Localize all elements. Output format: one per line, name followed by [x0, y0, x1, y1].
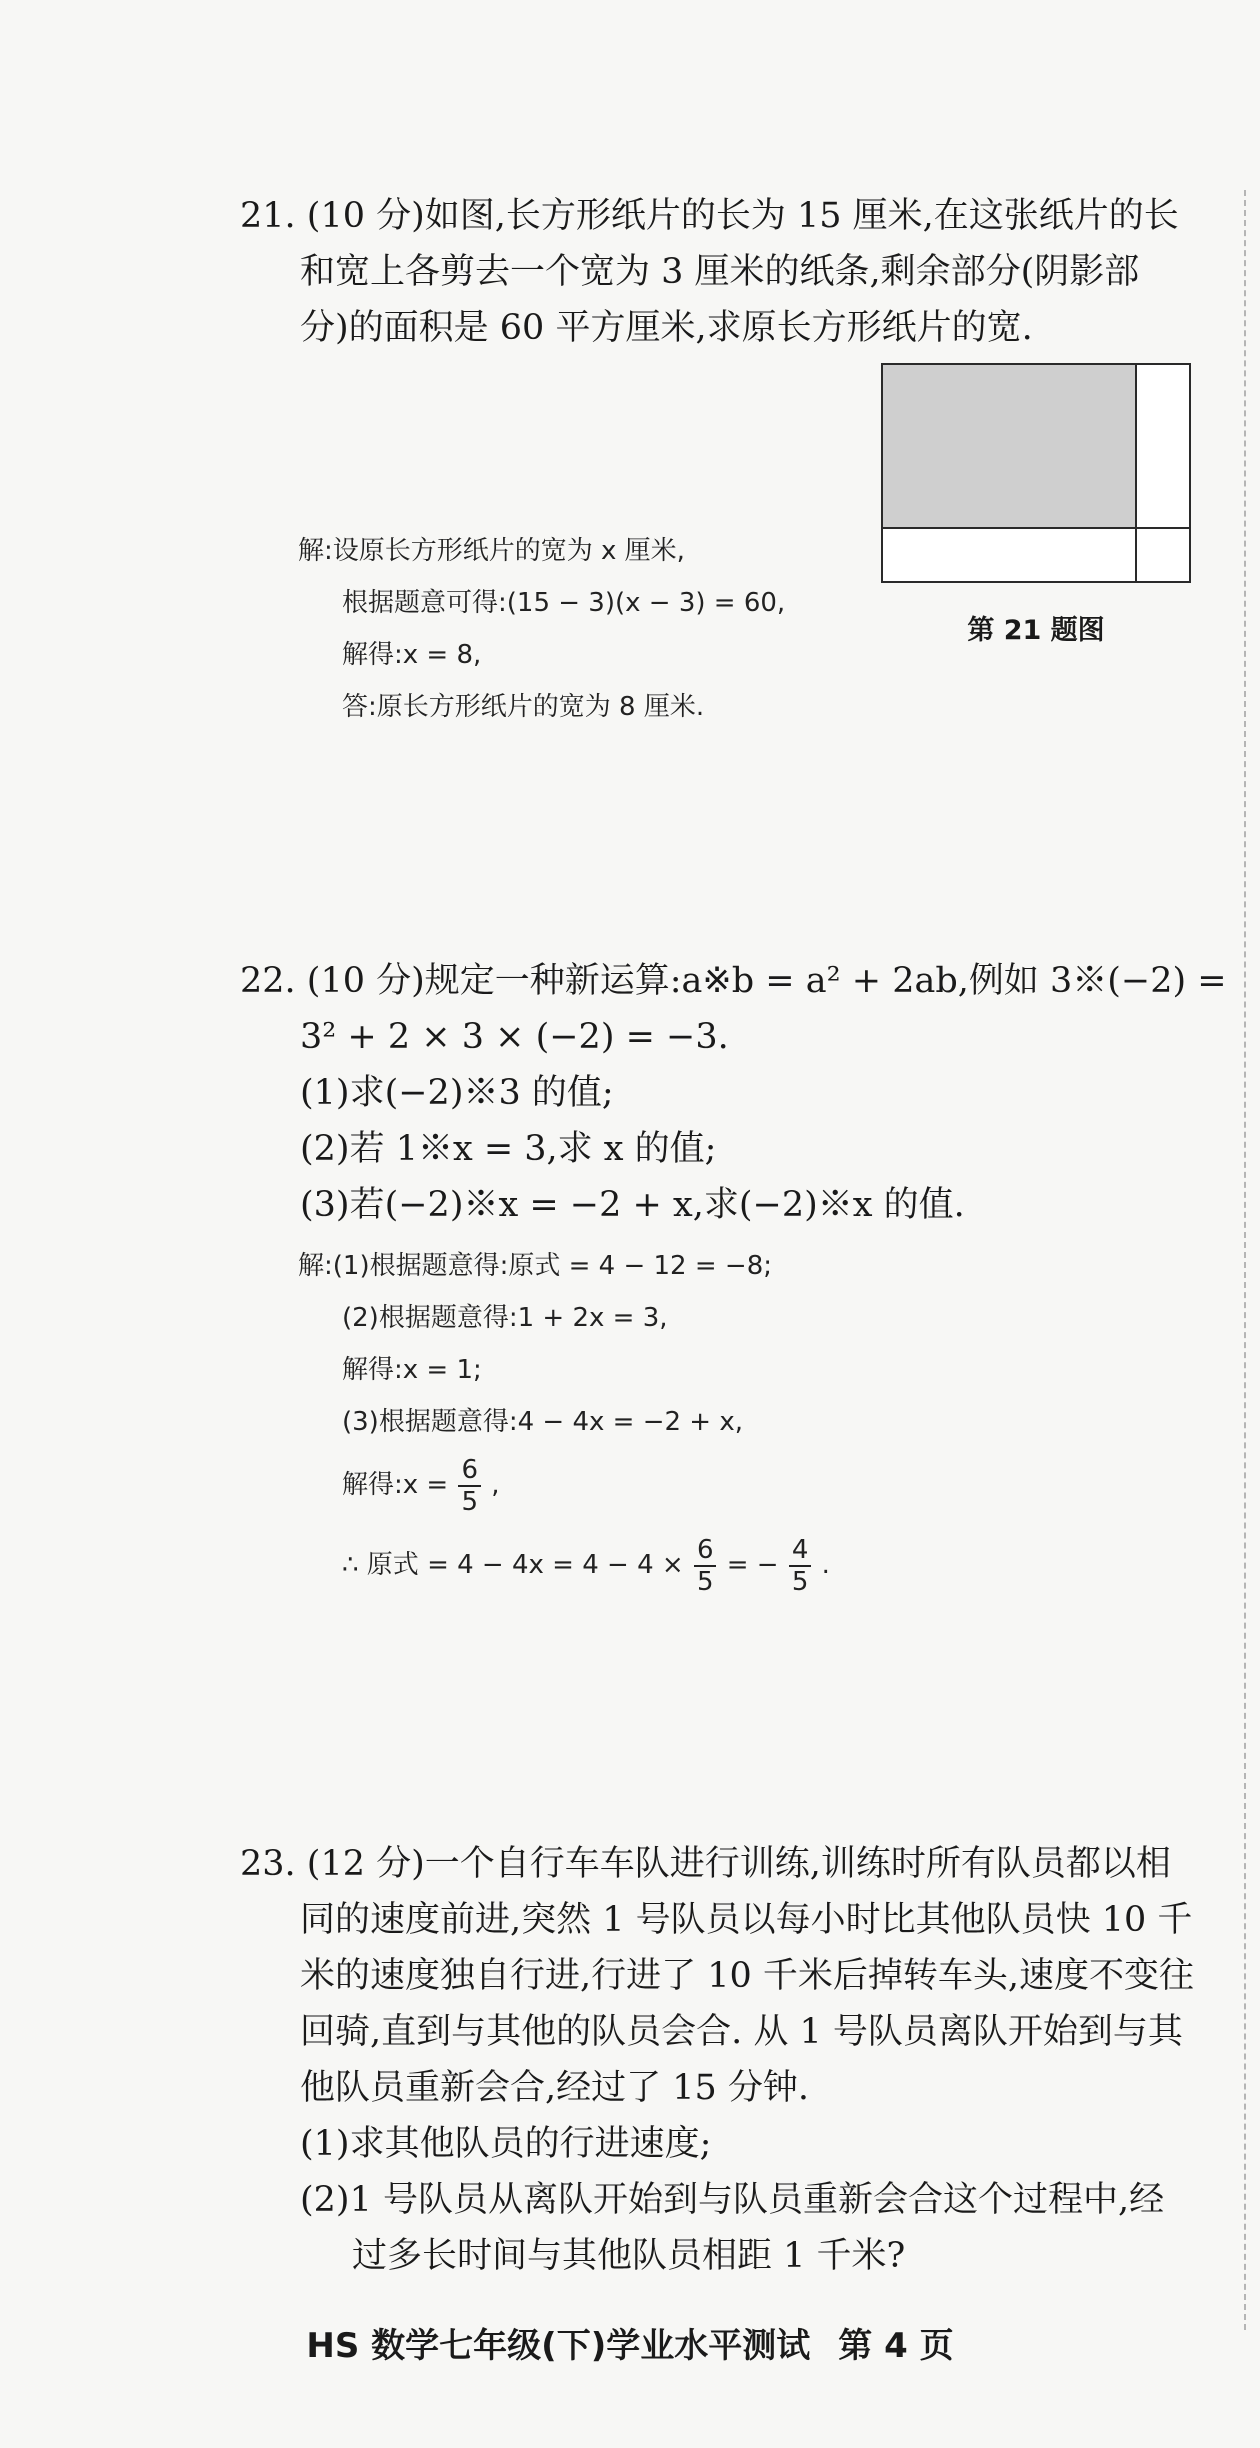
problem-23-line: 他队员重新会合,经过了 15 分钟.	[300, 2068, 810, 2108]
problem-22-line: (1)求(−2)※3 的值;	[300, 1073, 614, 1113]
fraction-numerator: 4	[789, 1535, 812, 1567]
problem-23-line: 过多长时间与其他队员相距 1 千米?	[352, 2236, 906, 2276]
problem-21-line: 21. (10 分)如图,长方形纸片的长为 15 厘米,在这张纸片的长	[240, 196, 1179, 236]
problem-23-line: 23. (12 分)一个自行车车队进行训练,训练时所有队员都以相	[240, 1844, 1171, 1884]
solution-22	[298, 1240, 830, 1608]
problem-23-line: 同的速度前进,突然 1 号队员以每小时比其他队员快 10 千	[300, 1900, 1193, 1940]
page-number: 第 4 页	[838, 2326, 954, 2366]
solution-line: 解得:x = 8,	[342, 640, 482, 670]
fraction	[694, 1535, 717, 1597]
rectangle-figure	[880, 362, 1192, 584]
solution-line: (3)根据题意得:4 − 4x = −2 + x,	[342, 1407, 743, 1437]
page-footer	[0, 2318, 1260, 2367]
problem-22-line: (2)若 1※x = 3,求 x 的值;	[300, 1129, 717, 1169]
problem-23-line: 回骑,直到与其他的队员会合. 从 1 号队员离队开始到与其	[300, 2012, 1183, 2052]
shaded-region	[883, 365, 1135, 527]
solution-text: 解得:x =	[342, 1470, 449, 1500]
solution-text: .	[821, 1550, 830, 1580]
page-edge-dashes	[1244, 190, 1246, 2330]
figure-caption: 第 21 题图	[967, 615, 1105, 646]
fraction-denominator: 5	[696, 1566, 714, 1597]
problem-21	[240, 188, 1200, 356]
fraction-denominator: 5	[461, 1486, 479, 1517]
solution-line: 根据题意可得:(15 − 3)(x − 3) = 60,	[342, 588, 786, 618]
footer-title: HS 数学七年级(下)学业水平测试	[306, 2326, 811, 2366]
solution-line: 解:(1)根据题意得:原式 = 4 − 12 = −8;	[298, 1251, 773, 1281]
solution-text: ,	[491, 1470, 500, 1500]
problem-22-line: 22. (10 分)规定一种新运算:a※b = a² + 2ab,例如 3※(−2) =	[240, 961, 1227, 1001]
problem-23-line: 米的速度独自行进,行进了 10 千米后掉转车头,速度不变往	[300, 1956, 1195, 1996]
solution-text: = −	[726, 1550, 779, 1580]
fraction	[458, 1455, 481, 1517]
solution-line	[298, 1522, 830, 1608]
problem-22	[240, 953, 1227, 1233]
fraction-numerator: 6	[458, 1455, 481, 1487]
solution-line: 解得:x = 1;	[342, 1355, 482, 1385]
fraction-denominator: 5	[791, 1566, 809, 1597]
problem-23	[240, 1836, 1200, 2284]
solution-text: ∴ 原式 = 4 − 4x = 4 − 4 ×	[342, 1550, 684, 1580]
fraction-numerator: 6	[694, 1535, 717, 1567]
fraction	[789, 1535, 812, 1597]
solution-21	[298, 525, 785, 733]
problem-23-line: (2)1 号队员从离队开始到与队员重新会合这个过程中,经	[300, 2180, 1165, 2220]
problem-21-line: 分)的面积是 60 平方厘米,求原长方形纸片的宽.	[300, 308, 1033, 348]
solution-line: (2)根据题意得:1 + 2x = 3,	[342, 1303, 668, 1333]
solution-line	[298, 1448, 830, 1522]
problem-22-line: (3)若(−2)※x = −2 + x,求(−2)※x 的值.	[300, 1185, 965, 1225]
solution-line: 答:原长方形纸片的宽为 8 厘米.	[342, 692, 705, 722]
problem-21-line: 和宽上各剪去一个宽为 3 厘米的纸条,剩余部分(阴影部	[300, 252, 1140, 292]
problem-22-line: 3² + 2 × 3 × (−2) = −3.	[300, 1017, 729, 1057]
solution-line: 解:设原长方形纸片的宽为 x 厘米,	[298, 536, 685, 566]
problem-23-line: (1)求其他队员的行进速度;	[300, 2124, 712, 2164]
